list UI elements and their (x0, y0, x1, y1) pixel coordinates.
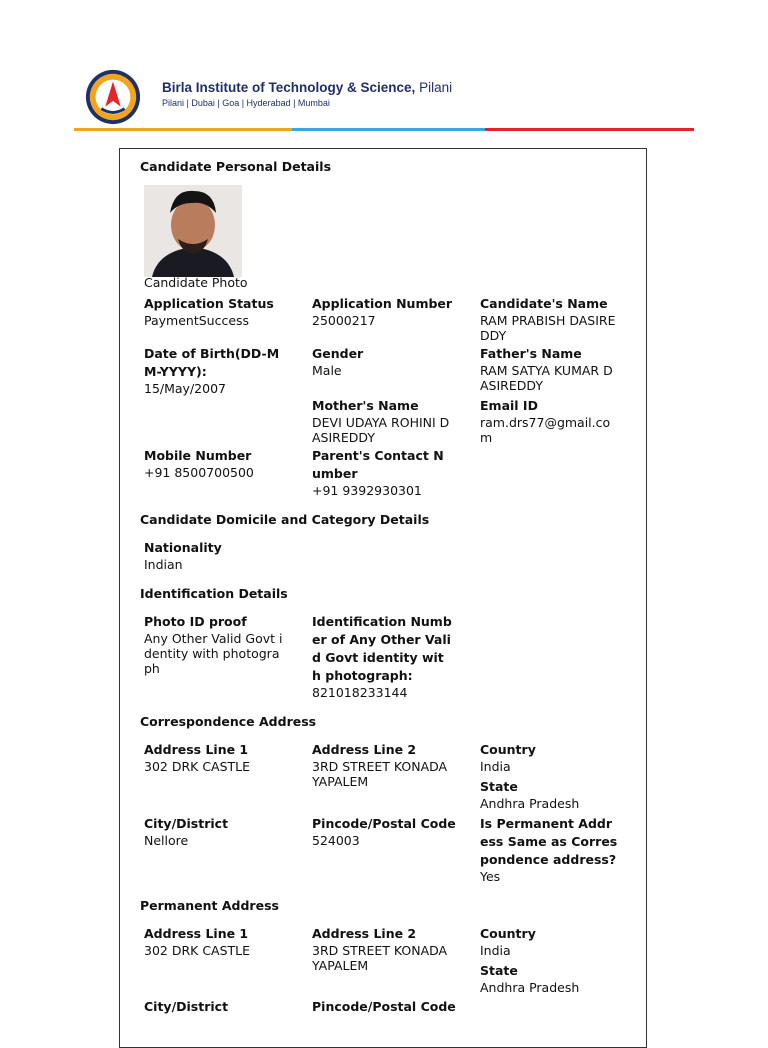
bits-logo-icon (84, 68, 142, 126)
field-photo-id-proof: Photo ID proof Any Other Valid Govt identity with photograph (144, 614, 283, 676)
field-application-status: Application Status PaymentSuccess (144, 296, 274, 328)
field-corr-pincode: Pincode/Postal Code 524003 (312, 816, 456, 848)
field-email: Email ID ram.drs77@gmail.com (480, 398, 611, 445)
header-bar-yellow (74, 128, 292, 131)
section-correspondence-title: Correspondence Address (140, 714, 317, 729)
field-mobile-number: Mobile Number +91 8500700500 (144, 448, 254, 480)
field-permanent-same-as-correspondence: Is Permanent Address Same as Correspondence address? Yes (480, 816, 618, 884)
field-father-name: Father's Name RAM SATYA KUMAR DASIREDDY (480, 346, 613, 393)
institute-header (74, 64, 694, 134)
field-identification-number: Identification Number of Any Other Valid Govt identity with photograph: 821018233144 (312, 614, 452, 700)
field-corr-city: City/District Nellore (144, 816, 229, 848)
field-corr-country: Country India (480, 742, 536, 774)
field-perm-state: State Andhra Pradesh (480, 963, 580, 995)
header-bar-red (485, 128, 694, 131)
section-domicile-title: Candidate Domicile and Category Details (140, 512, 430, 527)
field-application-number: Application Number 25000217 (312, 296, 453, 328)
field-perm-pincode: Pincode/Postal Code (312, 999, 456, 1014)
field-mother-name: Mother's Name DEVI UDAYA ROHINI DASIREDDY (312, 398, 450, 445)
section-identification-title: Identification Details (140, 586, 288, 601)
field-candidate-name: Candidate's Name RAM PRABISH DASIREDDY (480, 296, 616, 343)
field-perm-city: City/District (144, 999, 229, 1014)
section-personal-title: Candidate Personal Details (140, 159, 332, 174)
header-bar-blue (292, 128, 485, 131)
field-corr-address-line-1: Address Line 1 302 DRK CASTLE (144, 742, 251, 774)
candidate-photo-icon (144, 185, 242, 277)
field-corr-address-line-2: Address Line 2 3RD STREET KONADA YAPALEM (312, 742, 448, 789)
section-permanent-title: Permanent Address (140, 898, 279, 913)
field-parent-contact: Parent's Contact Number +91 9392930301 (312, 448, 444, 498)
field-perm-address-line-2: Address Line 2 3RD STREET KONADA YAPALEM (312, 926, 448, 973)
institute-name: Birla Institute of Technology & Science, Pilani (162, 80, 453, 95)
field-nationality: Nationality Indian (144, 540, 222, 572)
candidate-photo (144, 185, 242, 277)
field-gender: Gender Male (312, 346, 364, 378)
campuses-line: Pilani | Dubai | Goa | Hyderabad | Mumbai (162, 98, 330, 108)
field-perm-country: Country India (480, 926, 536, 958)
field-date-of-birth: Date of Birth(DD-MM-YYYY): 15/May/2007 (144, 346, 280, 396)
field-corr-state: State Andhra Pradesh (480, 779, 580, 811)
field-perm-address-line-1: Address Line 1 302 DRK CASTLE (144, 926, 251, 958)
photo-caption: Candidate Photo (144, 275, 248, 290)
application-card (119, 148, 647, 1048)
